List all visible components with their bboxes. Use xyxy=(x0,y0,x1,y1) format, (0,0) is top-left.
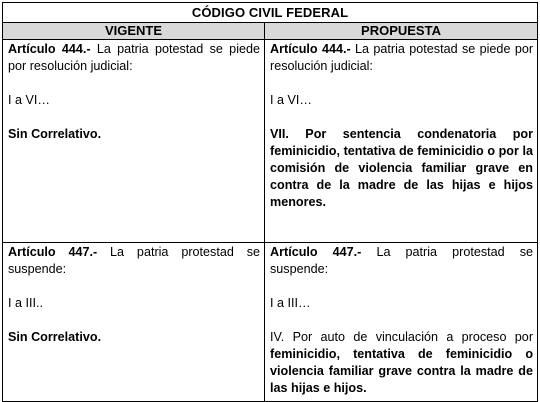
propuesta-cell-447 xyxy=(265,243,538,402)
article-paragraph xyxy=(270,41,533,75)
table-title: CÓDIGO CIVIL FEDERAL xyxy=(3,3,538,23)
vigente-cell-447 xyxy=(3,243,265,402)
article-text: La patria protestad se suspende: xyxy=(8,245,261,276)
no-correlative-note: Sin Correlativo. xyxy=(8,127,102,141)
article-label: Artículo 444.- xyxy=(270,42,351,56)
proposed-fraction xyxy=(270,329,533,397)
table-row xyxy=(3,243,538,402)
fraction-range: I a VI… xyxy=(8,93,50,107)
proposed-fraction-normal: IV. Por auto de vinculación a proceso por xyxy=(270,330,534,344)
article-text: La patria potestad se piede por resolución judicial: xyxy=(270,42,534,73)
article-paragraph xyxy=(8,41,260,75)
fraction-range: I a VI… xyxy=(270,93,312,107)
table-row xyxy=(3,40,538,243)
fraction-range: I a III… xyxy=(270,296,311,310)
fraction-range: I a III.. xyxy=(8,296,43,310)
no-correlative-note: Sin Correlativo. xyxy=(8,330,102,344)
article-paragraph xyxy=(8,244,260,278)
article-label: Artículo 447.- xyxy=(270,245,362,259)
article-paragraph xyxy=(270,244,533,278)
proposed-fraction-bold: feminicidio, tentativa de feminicidio o violencia familiar grave contra la madre de las hijas e hijos. xyxy=(270,347,534,395)
proposed-fraction: VII. Por sentencia condenatoria por feminicidio, tentativa de feminicidio o por la comisión de violencia familiar grave en contra de la madre de las hijas e hijos menores. xyxy=(270,127,534,209)
comparison-table xyxy=(2,2,538,402)
article-text: La patria potestad se piede por resolución judicial: xyxy=(8,42,260,73)
column-header-propuesta: PROPUESTA xyxy=(265,23,538,40)
column-header-vigente: VIGENTE xyxy=(3,23,265,40)
vigente-cell-444 xyxy=(3,40,265,243)
article-text: La patria protestad se suspende: xyxy=(270,245,534,276)
article-label: Artículo 447.- xyxy=(8,245,98,259)
propuesta-cell-444 xyxy=(265,40,538,243)
article-label: Artículo 444.- xyxy=(8,42,91,56)
